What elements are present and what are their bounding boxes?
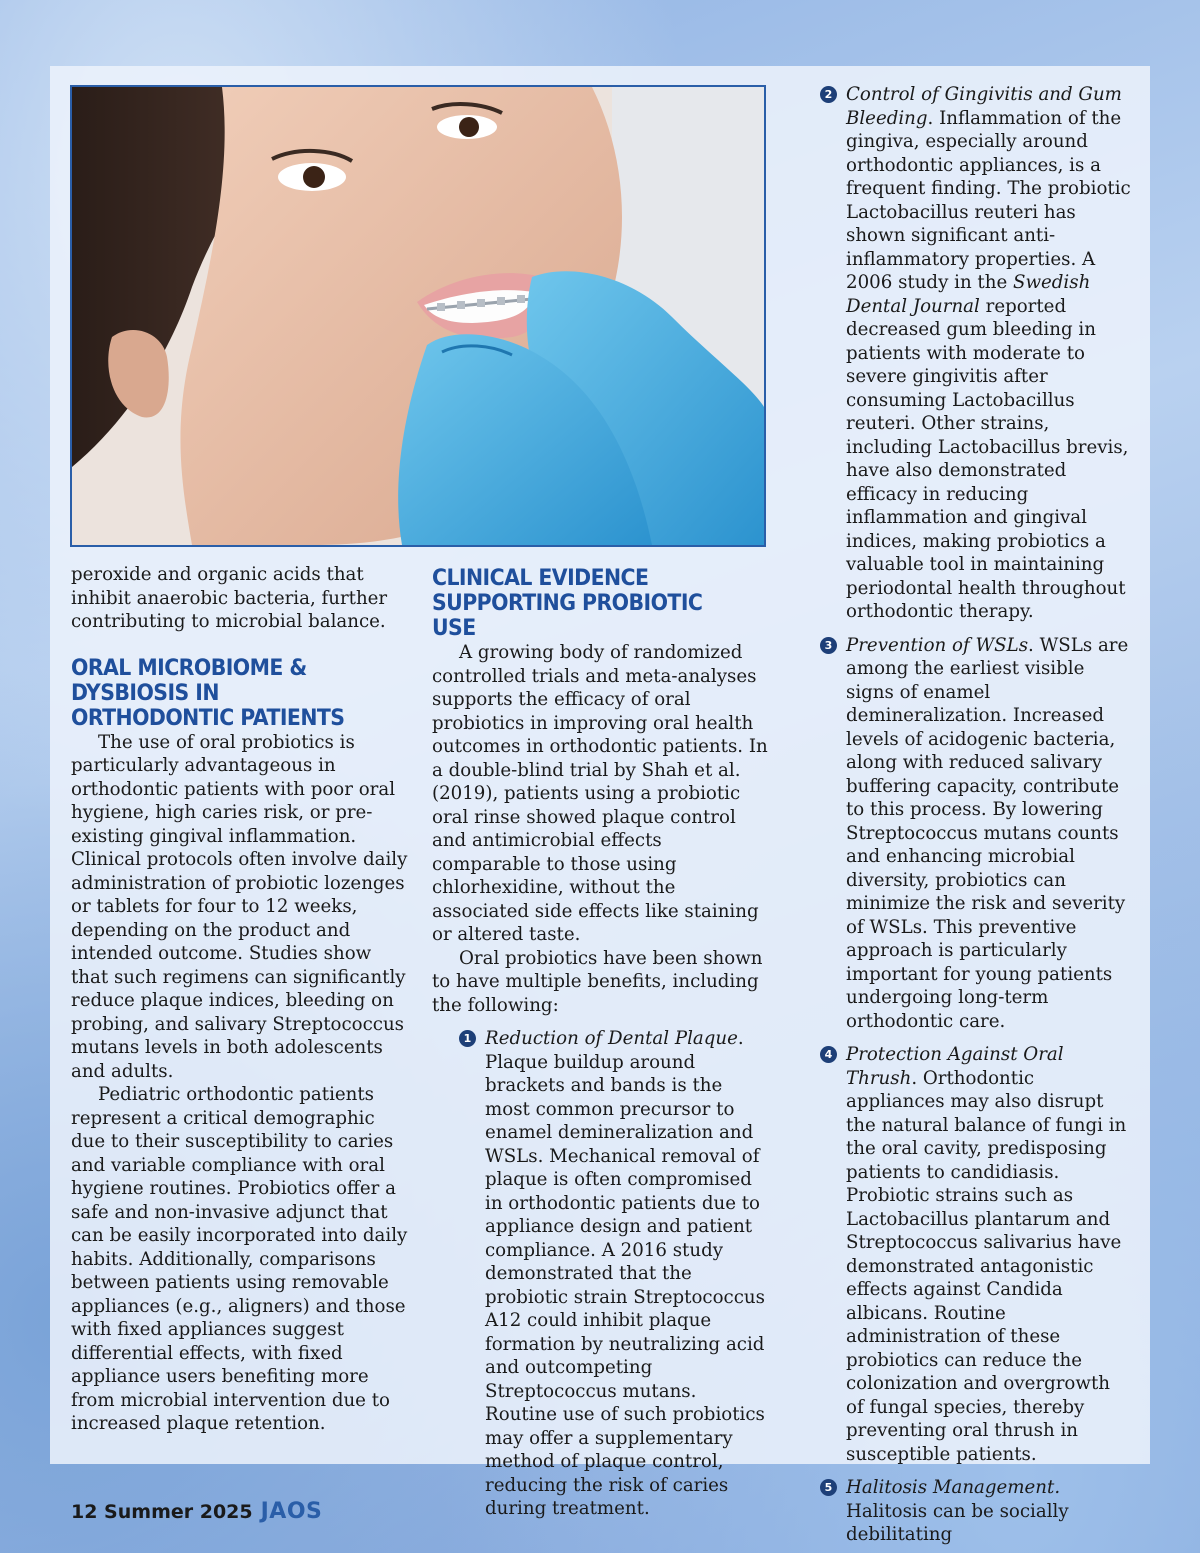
body-paragraph: Oral probiotics have been shown to have multiple benefits, including the following:	[432, 947, 763, 1016]
page-footer	[71, 1499, 322, 1524]
number-badge: 3	[820, 637, 837, 654]
benefit-text: . WSLs are among the earliest visible signs of enamel demineralization. Increased levels of acidogenic bacteria, along with reduced salivary buffering capacity, contribute to this process. By lowering Streptococcus mutans counts and enhancing microbial diversity, probiotics can minimize the risk and severity of WSLs. This preventive approach is particularly important for young patients undergoing long-term orthodontic care.	[846, 634, 1129, 1032]
benefit-text: reported decreased gum bleeding in patients with moderate to severe gingivitis after consuming Lactobacillus reuteri. Other strains, including Lactobacillus brevis, have also demonstrated efficacy in reducing inflammation and gingival indices, making probiotics a valuable tool in maintaining periodontal health throughout orthodontic therapy.	[846, 295, 1129, 622]
benefit-item-3	[820, 634, 1132, 1034]
benefit-item-5	[820, 1476, 1132, 1547]
benefit-text: Halitosis can be socially debilitating	[846, 1500, 1069, 1545]
journal-name: Swedish Dental Journal	[846, 272, 1091, 317]
benefit-item-1	[459, 1027, 770, 1521]
number-badge: 5	[820, 1479, 837, 1496]
column-1	[71, 563, 411, 1436]
number-badge: 4	[820, 1046, 837, 1063]
page-number-issue: 12 Summer 2025	[71, 1501, 253, 1523]
benefit-item-2	[820, 83, 1132, 624]
body-paragraph: The use of oral probiotics is particularly advantageous in orthodontic patients with poor oral hygiene, high caries risk, or pre-existing gingival inflammation. Clinical protocols often involve daily administration of probiotic lozenges or tablets for four to 12 weeks, depending on the product and intended outcome. Studies show that such regimens can significantly reduce plaque indices, bleeding on probing, and salivary Streptococcus mutans levels in both adolescents and adults.	[71, 731, 408, 1082]
section-heading-clinical-evidence: CLINICAL EVIDENCE SUPPORTING PROBIOTIC USE	[432, 566, 703, 641]
number-badge: 1	[459, 1030, 476, 1047]
body-paragraph: A growing body of randomized controlled trials and meta-analyses supports the efficacy of oral probiotics in improving oral health outcomes in orthodontic patients. In a double-blind trial by Shah et al. (2019), patients using a probiotic oral rinse showed plaque control and antimicrobial effects comparable to those using chlorhexidine, without the associated side effects like staining or altered taste.	[432, 642, 768, 945]
benefit-text: . Inflammation of the gingiva, especially around orthodontic appliances, is a frequent finding. The probiotic Lactobacillus reuteri has shown significant anti-inflammatory properties. A 2006 study in the	[846, 107, 1131, 293]
benefit-item-4	[820, 1043, 1132, 1466]
benefit-text: . Orthodontic appliances may also disrupt the natural balance of fungi in the oral cavity, predisposing patients to candidiasis. Probiotic strains such as Lactobacillus plantarum and Streptococcus salivarius have demonstrated antagonistic effects against Candida albicans. Routine administration of these probiotics can reduce the colonization and overgrowth of fungal species, thereby preventing oral thrush in susceptible patients.	[846, 1067, 1127, 1465]
benefit-title: Prevention of WSLs	[846, 634, 1029, 656]
journal-brand: JAOS	[260, 1499, 323, 1524]
benefit-text: . Plaque buildup around brackets and bands is the most common precursor to enamel demineralization and WSLs. Mechanical removal of plaque is often compromised in orthodontic patients due to appliance design and patient compliance. A 2016 study demonstrated that the probiotic strain Streptococcus A12 could inhibit plaque formation by neutralizing acid and outcompeting Streptococcus mutans. Routine use of such probiotics may offer a supplementary method of plaque control, reducing the risk of caries during treatment.	[485, 1028, 765, 1519]
column-3	[820, 83, 1132, 1547]
intro-continuation: peroxide and organic acids that inhibit anaerobic bacteria, further contributing to microbial balance.	[71, 564, 388, 632]
benefit-title: Control of Gingivitis and Gum Bleeding	[846, 84, 1122, 129]
column-2	[432, 566, 770, 1521]
photo-illustration	[72, 87, 764, 545]
benefit-title: Protection Against Oral Thrush	[846, 1044, 1064, 1089]
benefit-title: Halitosis Management.	[846, 1477, 1061, 1498]
patient-braces-photo	[70, 85, 766, 547]
body-paragraph: Pediatric orthodontic patients represent a critical demographic due to their susceptibility to caries and variable compliance with oral hygiene routines. Probiotics offer a safe and non-invasive adjunct that can be easily incorporated into daily habits. Additionally, comparisons between patients using removable appliances (e.g., aligners) and those with fixed appliances suggest differential effects, with fixed appliance users benefiting more from microbial intervention due to increased plaque retention.	[71, 1084, 408, 1434]
section-heading-microbiome: ORAL MICROBIOME & DYSBIOSIS IN ORTHODONTIC PATIENTS	[71, 655, 345, 731]
benefit-title: Reduction of Dental Plaque	[485, 1028, 738, 1049]
number-badge: 2	[820, 86, 837, 103]
